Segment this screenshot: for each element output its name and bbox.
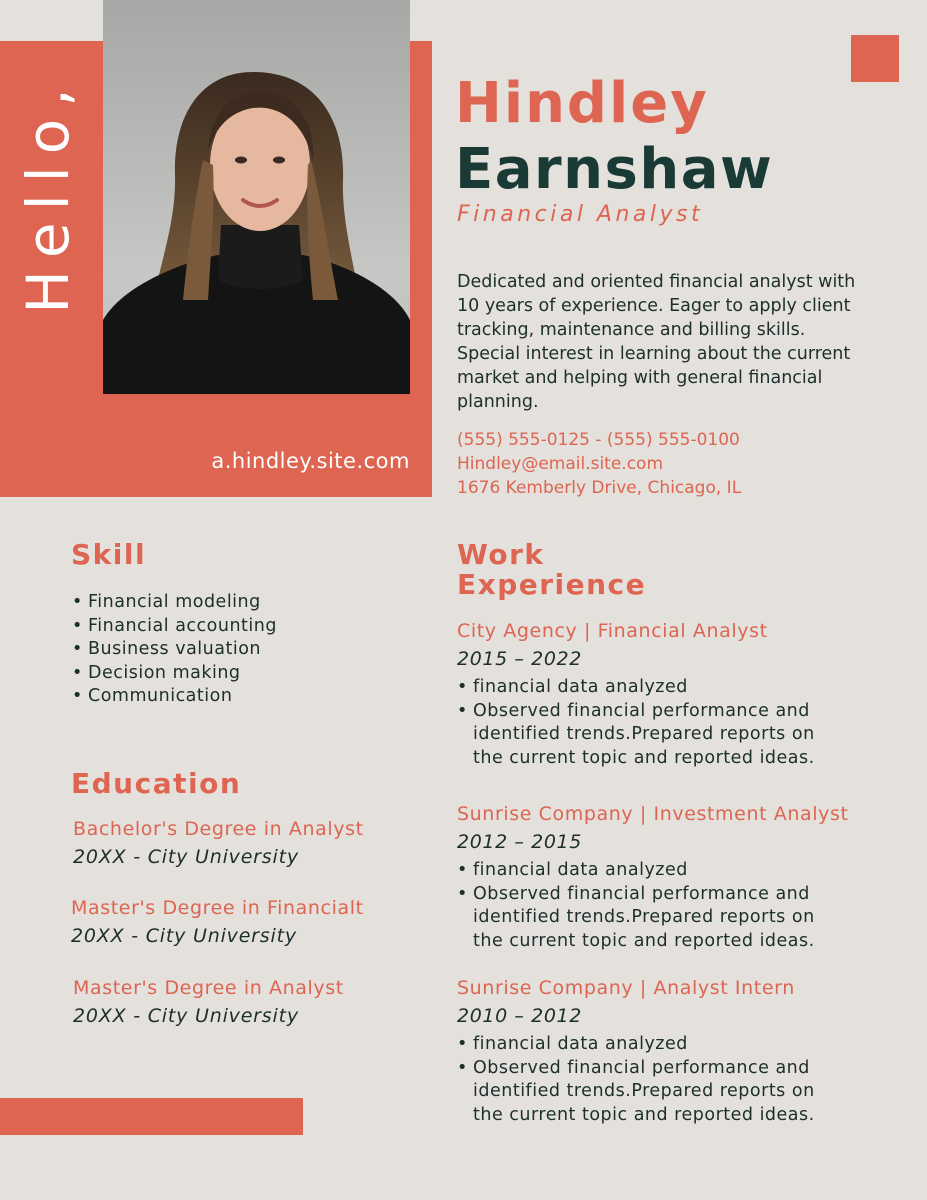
degree-detail: 20XX - City University (73, 846, 299, 868)
email-address[interactable]: Hindley@email.site.com (457, 454, 664, 474)
experience-heading (457, 540, 646, 600)
degree-detail: 20XX - City University (73, 1005, 299, 1027)
last-name: Earnshaw (455, 137, 774, 202)
list-item: • financial data analyzed (457, 676, 837, 700)
education-entry (73, 977, 344, 1027)
degree-detail: 20XX - City University (71, 925, 297, 947)
list-item: • Observed financial performance and identified trends.Prepared reports on the current topic and reported ideas. (457, 1057, 837, 1128)
phone-numbers[interactable]: (555) 555-0125 - (555) 555-0100 (457, 430, 740, 450)
degree-title: Master's Degree in Analyst (73, 977, 344, 999)
hello-text: Hello, (14, 76, 82, 314)
degree-title: Master's Degree in Financialt (71, 897, 364, 919)
position-title: City Agency | Financial Analyst (457, 620, 768, 642)
education-entry (73, 818, 364, 868)
experience-heading-line: Experience (457, 568, 647, 601)
experience-heading-line: Work (457, 538, 545, 571)
profile-summary: Dedicated and oriented financial analyst with 10 years of experience. Eager to apply client tracking, maintenance and billing skills. Special interest in learning about the current market and helping with general financial planning. (457, 272, 856, 412)
list-item: • Observed financial performance and identified trends.Prepared reports on the current topic and reported ideas. (457, 883, 837, 954)
degree-title: Bachelor's Degree in Analyst (73, 818, 364, 840)
position-years: 2015 – 2022 (457, 648, 582, 670)
education-heading: Education (71, 767, 242, 800)
first-name: Hindley (455, 71, 709, 136)
skills-heading: Skill (71, 538, 147, 571)
position-years: 2010 – 2012 (457, 1005, 582, 1027)
job-title: Financial Analyst (457, 202, 704, 227)
portrait-icon (103, 0, 410, 394)
list-item: • Communication (72, 685, 277, 709)
skills-list (72, 591, 277, 709)
duties-list (457, 676, 837, 770)
list-item: • Observed financial performance and identified trends.Prepared reports on the current topic and reported ideas. (457, 700, 837, 771)
duties-list (457, 1033, 837, 1127)
duties-list (457, 859, 837, 953)
position-years: 2012 – 2015 (457, 831, 582, 853)
decorative-bar (0, 1098, 303, 1135)
website-link[interactable]: a.hindley.site.com (211, 449, 410, 473)
education-entry (71, 897, 364, 947)
list-item: • Financial modeling (72, 591, 277, 615)
position-title: Sunrise Company | Analyst Intern (457, 977, 795, 999)
list-item: • financial data analyzed (457, 859, 837, 883)
list-item: • Decision making (72, 662, 277, 686)
experience-entry (457, 620, 837, 770)
list-item: • Financial accounting (72, 615, 277, 639)
street-address: 1676 Kemberly Drive, Chicago, IL (457, 478, 742, 498)
position-title: Sunrise Company | Investment Analyst (457, 803, 849, 825)
list-item: • financial data analyzed (457, 1033, 837, 1057)
list-item: • Business valuation (72, 638, 277, 662)
experience-entry (457, 803, 849, 953)
experience-entry (457, 977, 837, 1127)
contact-info (457, 428, 741, 500)
decorative-square (851, 35, 899, 82)
profile-photo (103, 0, 410, 394)
